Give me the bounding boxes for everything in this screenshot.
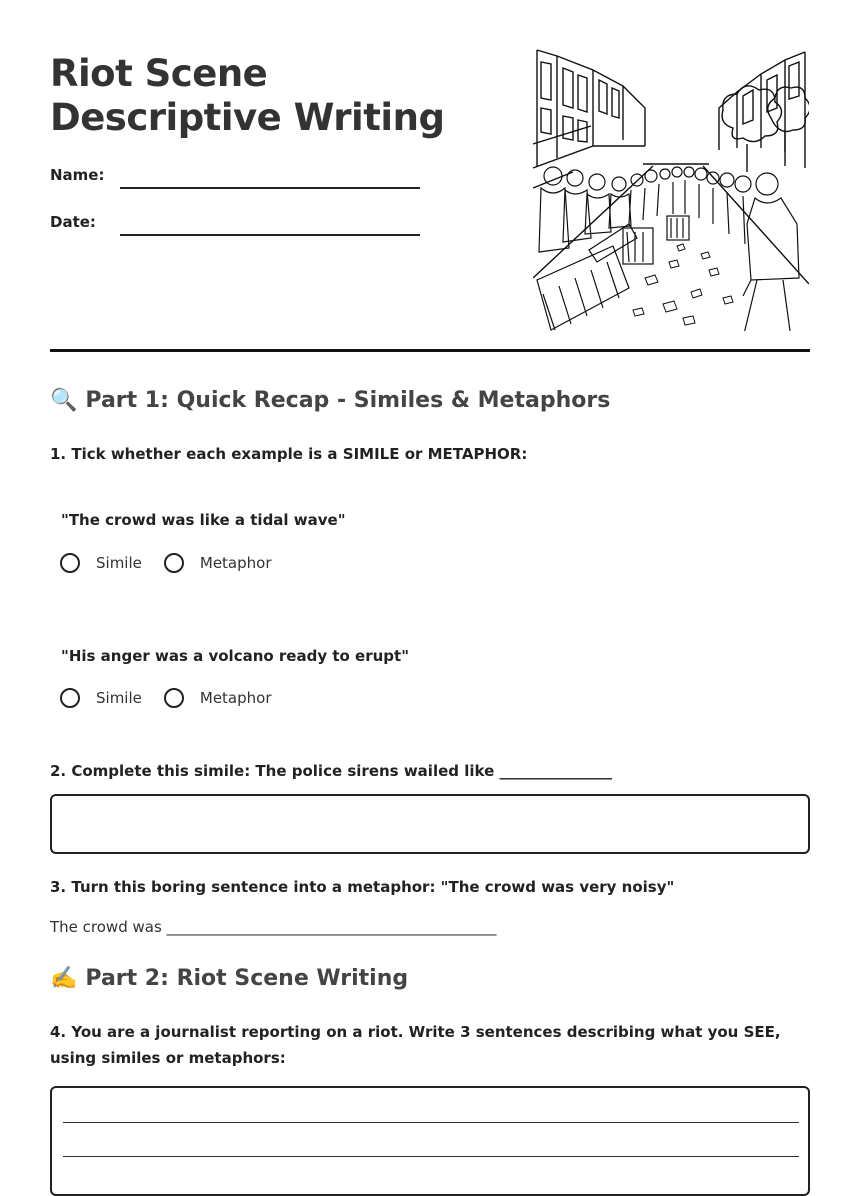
question-2-answer-box[interactable] bbox=[50, 794, 810, 854]
example-1-simile-label: Simile bbox=[96, 554, 142, 572]
example-2-metaphor-label: Metaphor bbox=[199, 689, 272, 707]
writing-line bbox=[63, 1122, 799, 1123]
part1-heading-text: Part 1: Quick Recap - Similes & Metaphors bbox=[85, 388, 611, 413]
question-3-answer-stem[interactable]: The crowd was ____________________________________________ bbox=[50, 918, 497, 936]
question-4-writing-box[interactable] bbox=[50, 1086, 810, 1196]
section-divider bbox=[50, 349, 810, 352]
example-1-quote: "The crowd was like a tidal wave" bbox=[61, 511, 346, 529]
example-1-metaphor-radio[interactable] bbox=[164, 553, 184, 573]
page-title: Riot Scene Descriptive Writing bbox=[50, 52, 445, 139]
example-2-simile-label: Simile bbox=[96, 689, 142, 707]
date-field[interactable] bbox=[120, 234, 420, 236]
part2-heading-text: Part 2: Riot Scene Writing bbox=[85, 966, 409, 991]
example-1-simile-radio[interactable] bbox=[60, 553, 80, 573]
part2-heading bbox=[50, 966, 408, 991]
writing-line bbox=[63, 1156, 799, 1157]
date-label: Date: bbox=[50, 213, 96, 231]
magnifying-glass-icon: 🔍 bbox=[50, 388, 78, 413]
name-label: Name: bbox=[50, 166, 105, 184]
riot-street-scene-illustration bbox=[533, 48, 809, 331]
example-2-simile-radio[interactable] bbox=[60, 688, 80, 708]
part1-heading bbox=[50, 388, 610, 413]
name-field[interactable] bbox=[120, 187, 420, 189]
example-2-options bbox=[60, 688, 272, 708]
question-2-prompt: 2. Complete this simile: The police sirens wailed like _______________ bbox=[50, 762, 612, 780]
writing-hand-icon: ✍️ bbox=[50, 966, 78, 991]
example-1-options bbox=[60, 553, 272, 573]
question-1-prompt: 1. Tick whether each example is a SIMILE or METAPHOR: bbox=[50, 445, 528, 463]
example-1-metaphor-label: Metaphor bbox=[199, 554, 272, 572]
question-3-prompt: 3. Turn this boring sentence into a metaphor: "The crowd was very noisy" bbox=[50, 878, 675, 896]
example-2-metaphor-radio[interactable] bbox=[164, 688, 184, 708]
example-2-quote: "His anger was a volcano ready to erupt" bbox=[61, 647, 410, 665]
question-4-prompt: 4. You are a journalist reporting on a riot. Write 3 sentences describing what you SEE, using similes or metaphors: bbox=[50, 1023, 781, 1067]
